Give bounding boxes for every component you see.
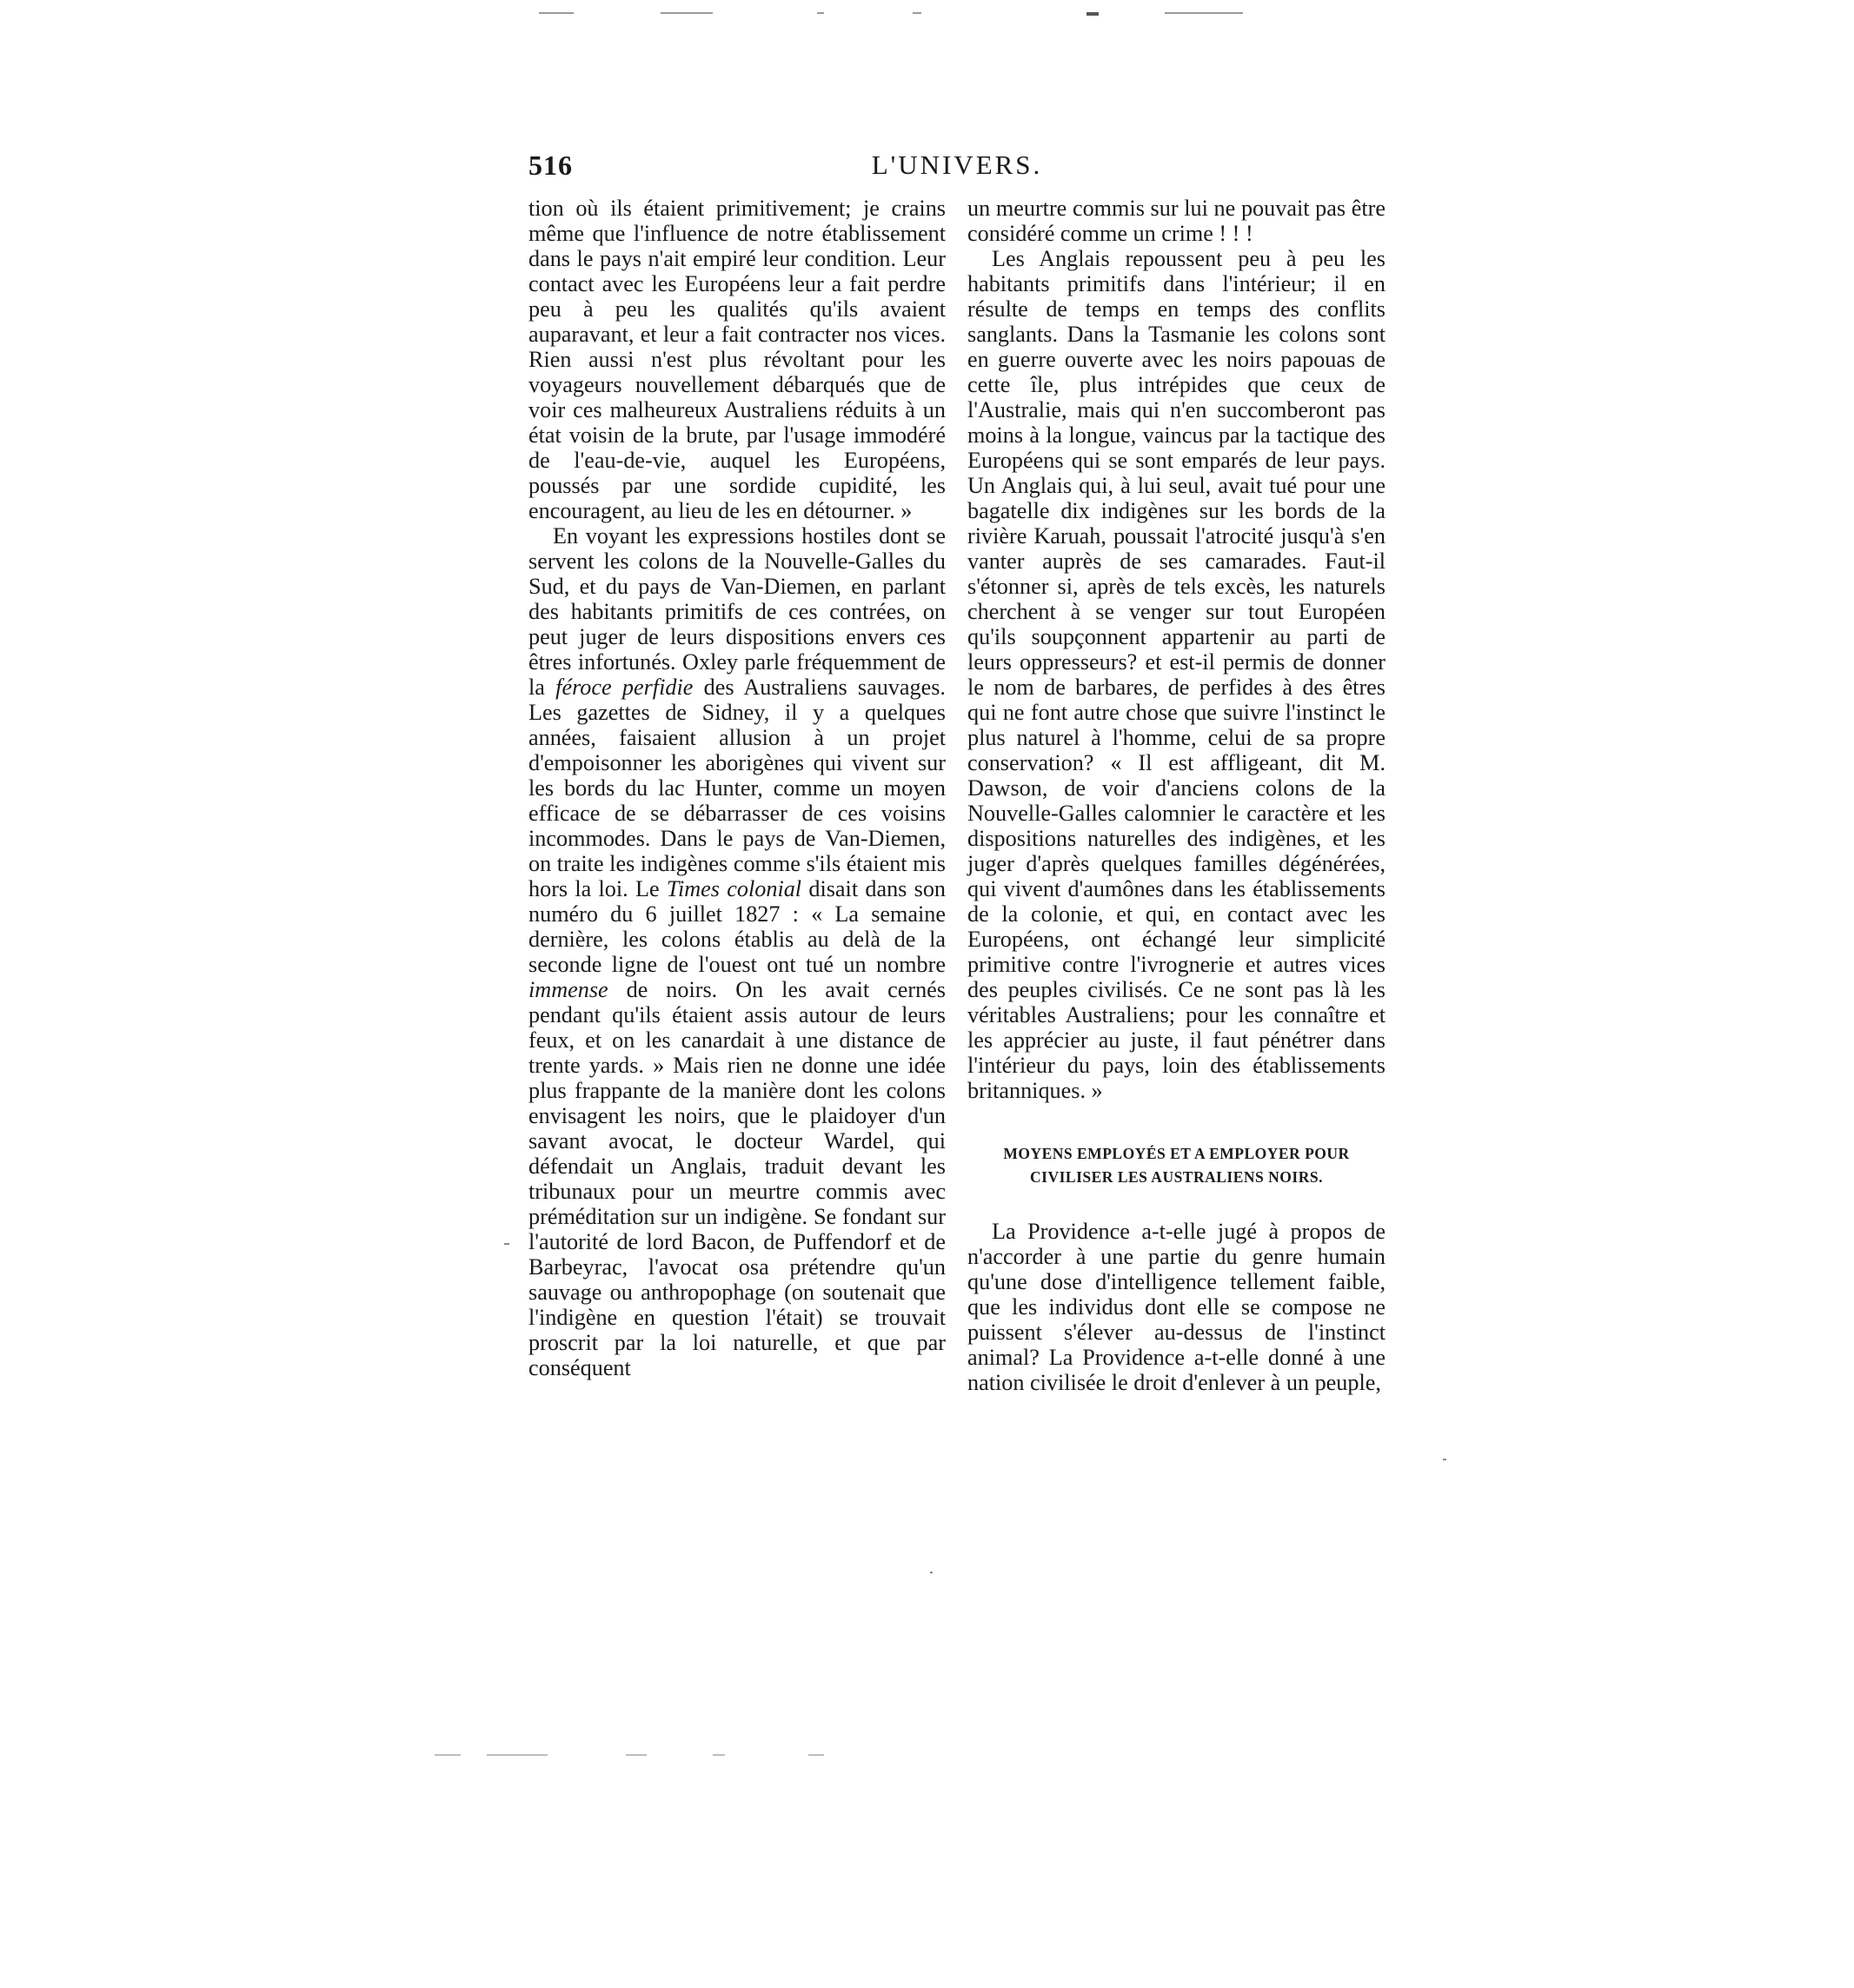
page-header: [528, 146, 1386, 189]
running-title: L'UNIVERS.: [871, 150, 1043, 180]
paragraph-text: En voyant les expressions hostiles dont se servent les colons de la Nouvelle-Galles du Sud, et du pays de Van-Diemen, en parlant des habitants primitifs de ces contrées, on peut juger de leurs dispositions envers ces êtres infortunés. Oxley parle fréquemment de la: [528, 523, 946, 700]
emphasis-text: immense: [528, 977, 608, 1002]
paragraph: La Providence a-t-elle jugé à propos de n'accorder à une partie du genre humain qu'une dose d'intelligence tellement faible, que les individus dont elle se compose ne puissent s'élever au-dessus de l'instinct animal? La Providence a-t-elle donné à une nation civilisée le droit d'enlever à un peuple,: [967, 1219, 1386, 1395]
section-heading-line: CIVILISER LES AUSTRALIENS NOIRS.: [1030, 1168, 1323, 1186]
scan-artifacts-bottom: [435, 1754, 834, 1761]
paragraph: [528, 523, 946, 1380]
paragraph: un meurtre commis sur lui ne pouvait pas être considéré comme un crime ! ! !: [967, 196, 1386, 246]
emphasis-text: féroce perfidie: [555, 675, 694, 700]
left-column: [528, 196, 946, 1380]
emphasis-text: Times colonial: [666, 876, 802, 901]
scan-speck: [504, 1243, 509, 1245]
scan-artifacts-top: [426, 12, 1295, 23]
section-heading-line: MOYENS EMPLOYÉS ET A EMPLOYER POUR: [1003, 1145, 1350, 1162]
paragraph-text: de noirs. On les avait cernés pendant qu'ils étaient assis autour de leurs feux, et on les canardait à une distance de trente yards. » Mais rien ne donne une idée plus frappante de la manière dont les colons envisagent les noirs, que le plaidoyer d'un savant avocat, le docteur Wardel, qui défendait un Anglais, traduit devant les tribunaux pour un meurtre commis avec préméditation sur un indigène. Se fondant sur l'autorité de lord Bacon, de Puffendorf et de Barbeyrac, l'avocat osa prétendre qu'un sauvage ou anthropophage (on soutenait que l'indigène en question l'était) se trouvait proscrit par la loi naturelle, et que par conséquent: [528, 977, 946, 1380]
right-column: [967, 196, 1386, 1395]
page-number: 516: [528, 150, 573, 181]
section-heading: [967, 1142, 1386, 1189]
scan-speck: [930, 1572, 933, 1573]
paragraph-text: des Australiens sauvages. Les gazettes de Sidney, il y a quelques années, faisaient allusion à un projet d'empoisonner les aborigènes qui vivent sur les bords du lac Hunter, comme un moyen efficace de se débarrasser de ces voisins incommodes. Dans le pays de Van-Diemen, on traite les indigènes comme s'ils étaient mis hors la loi. Le: [528, 675, 946, 901]
paragraph-text: disait dans son numéro du 6 juillet 1827 : « La semaine dernière, les colons établis au delà de la seconde ligne de l'ouest ont tué un nombre: [528, 876, 947, 977]
paragraph: Les Anglais repoussent peu à peu les habitants primitifs dans l'intérieur; il en résulte de temps en temps des conflits sanglants. Dans la Tasmanie les colons sont en guerre ouverte avec les noirs papouas de cette île, plus intrépides que ceux de l'Australie, mais qui n'en succomberont pas moins à la longue, vaincus par la tactique des Européens qui se sont emparés de leur pays. Un Anglais qui, à lui seul, avait tué pour une bagatelle dix indigènes sur les bords de la rivière Karuah, poussait l'atrocité jusqu'à s'en vanter auprès de ses camarades. Faut-il s'étonner si, après de tels excès, les naturels cherchent à se venger sur tout Européen qu'ils soupçonnent appartenir au parti de leurs oppresseurs? et est-il permis de donner le nom de barbares, de perfides à des êtres qui ne font autre chose que suivre l'instinct le plus naturel à l'homme, celui de sa propre conservation? « Il est affligeant, dit M. Dawson, de voir d'anciens colons de la Nouvelle-Galles calomnier le caractère et les dispositions naturelles des indigènes, et les juger d'après quelques familles dégénérées, qui vivent d'aumônes dans les établissements de la colonie, et qui, en contact avec les Européens, ont échangé leur simplicité primitive contre l'ivrognerie et autres vices des peuples civilisés. Ce ne sont pas là les véritables Australiens; pour les connaître et les apprécier au juste, il faut pénétrer dans l'intérieur du pays, loin des établissements britanniques. »: [967, 246, 1386, 1103]
scan-speck: [1443, 1459, 1446, 1460]
paragraph: tion où ils étaient primitivement; je crains même que l'influence de notre établissement dans le pays n'ait empiré leur condition. Leur contact avec les Européens leur a fait perdre peu à peu les qualités qu'ils avaient auparavant, et leur a fait contracter nos vices. Rien aussi n'est plus révoltant pour les voyageurs nouvellement débarqués que de voir ces malheureux Australiens réduits à un état voisin de la brute, par l'usage immodéré de l'eau-de-vie, auquel les Européens, poussés par une sordide cupidité, les encouragent, au lieu de les en détourner. »: [528, 196, 946, 523]
